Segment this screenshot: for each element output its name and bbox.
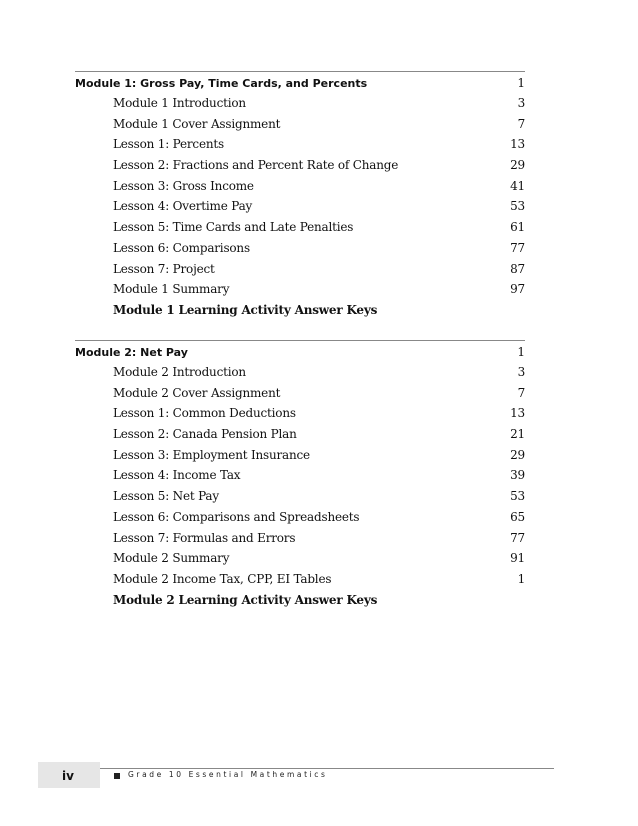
toc-answer-keys-entry: [75, 593, 525, 614]
toc-entry: [75, 96, 525, 117]
toc-entry-label: Lesson 6: Comparisons and Spreadsheets: [113, 509, 360, 524]
footer-divider: [100, 768, 554, 769]
toc-entry: [75, 179, 525, 200]
toc-entry: [75, 531, 525, 552]
divider: [75, 340, 525, 341]
answer-keys-label: Module 2 Learning Activity Answer Keys: [113, 592, 378, 607]
toc-entry: [75, 262, 525, 283]
toc-entry: [75, 448, 525, 469]
toc-entry-label: Lesson 5: Net Pay: [113, 489, 219, 504]
toc-entry-label: Lesson 6: Comparisons: [113, 240, 250, 255]
toc-entry: [75, 406, 525, 427]
toc-entry: [75, 158, 525, 179]
toc-entry: [75, 241, 525, 262]
footer-page-number: iv: [38, 762, 100, 788]
toc-entry-label: Module 1 Introduction: [113, 96, 246, 110]
toc-entry-label: Module 2 Cover Assignment: [113, 385, 281, 400]
toc-entry-page-number: 29: [510, 447, 525, 462]
toc-entry-page-number: 7: [517, 116, 525, 131]
toc-entry: [75, 117, 525, 138]
toc-entry-label: Lesson 2: Canada Pension Plan: [113, 427, 297, 442]
toc-entry-page-number: 53: [510, 199, 525, 214]
toc-entry-page-number: 97: [510, 282, 525, 297]
toc-entry-page-number: 7: [517, 385, 525, 400]
toc-entry-page-number: 91: [510, 551, 525, 566]
toc-entry-page-number: 13: [510, 137, 525, 152]
toc-entry-label: Module 2 Income Tax, CPP, EI Tables: [113, 571, 332, 586]
toc-entry-page-number: 1: [517, 571, 525, 586]
toc-entry-label: Module 1 Summary: [113, 282, 230, 297]
toc-entry-page-number: 77: [510, 240, 525, 255]
toc-entry: [75, 427, 525, 448]
toc-module-1: [75, 71, 525, 324]
toc-entry: [75, 137, 525, 158]
toc-entry-label: Module 1 Cover Assignment: [113, 116, 281, 131]
toc-answer-keys-entry: [75, 303, 525, 324]
module-page-number: 1: [517, 76, 525, 90]
square-bullet-icon: [114, 773, 120, 779]
toc-entry-label: Module 2 Summary: [113, 551, 230, 566]
toc-module-2: [75, 340, 525, 613]
toc-entry-label: Lesson 5: Time Cards and Late Penalties: [113, 220, 354, 235]
toc-entry: [75, 199, 525, 220]
toc-entry-page-number: 21: [510, 427, 525, 442]
divider: [75, 71, 525, 72]
toc-entry-label: Lesson 3: Gross Income: [113, 178, 254, 193]
answer-keys-label: Module 1 Learning Activity Answer Keys: [113, 302, 378, 317]
footer-book-title: Grade 10 Essential Mathematics: [128, 770, 328, 779]
toc-entry-label: Lesson 1: Percents: [113, 137, 224, 152]
toc-entry: [75, 551, 525, 572]
module-page-number: 1: [517, 345, 525, 359]
toc-entry-label: Lesson 4: Income Tax: [113, 468, 241, 483]
toc-entry: [75, 510, 525, 531]
toc-entry-label: Module 2 Introduction: [113, 365, 246, 379]
toc-entry-label: Lesson 4: Overtime Pay: [113, 199, 253, 214]
module-heading-row: [75, 345, 525, 361]
toc-entry-page-number: 29: [510, 158, 525, 173]
module-title: Module 1: Gross Pay, Time Cards, and Percents: [75, 77, 368, 90]
toc-entry: [75, 386, 525, 407]
toc-entry-label: Lesson 1: Common Deductions: [113, 406, 296, 421]
module-heading-row: [75, 76, 525, 92]
toc-entry: [75, 365, 525, 386]
module-title: Module 2: Net Pay: [75, 346, 188, 359]
toc-entry-page-number: 77: [510, 530, 525, 545]
toc-entry: [75, 282, 525, 303]
toc-entry: [75, 468, 525, 489]
toc-entry-page-number: 53: [510, 489, 525, 504]
toc-entry-label: Lesson 7: Project: [113, 261, 215, 276]
toc-entry: [75, 489, 525, 510]
toc-entry-page-number: 65: [510, 509, 525, 524]
toc-entry-page-number: 3: [517, 365, 525, 379]
toc-entry-page-number: 3: [517, 96, 525, 110]
toc-entry-page-number: 13: [510, 406, 525, 421]
toc-entry-label: Lesson 2: Fractions and Percent Rate of Change: [113, 158, 399, 173]
toc-entry-label: Lesson 7: Formulas and Errors: [113, 530, 296, 545]
toc-entry-label: Lesson 3: Employment Insurance: [113, 447, 310, 462]
toc-entry-page-number: 87: [510, 261, 525, 276]
toc-entry-page-number: 61: [510, 220, 525, 235]
toc-entry-page-number: 41: [510, 178, 525, 193]
toc-entry: [75, 220, 525, 241]
toc-entry: [75, 572, 525, 593]
toc-entry-page-number: 39: [510, 468, 525, 483]
